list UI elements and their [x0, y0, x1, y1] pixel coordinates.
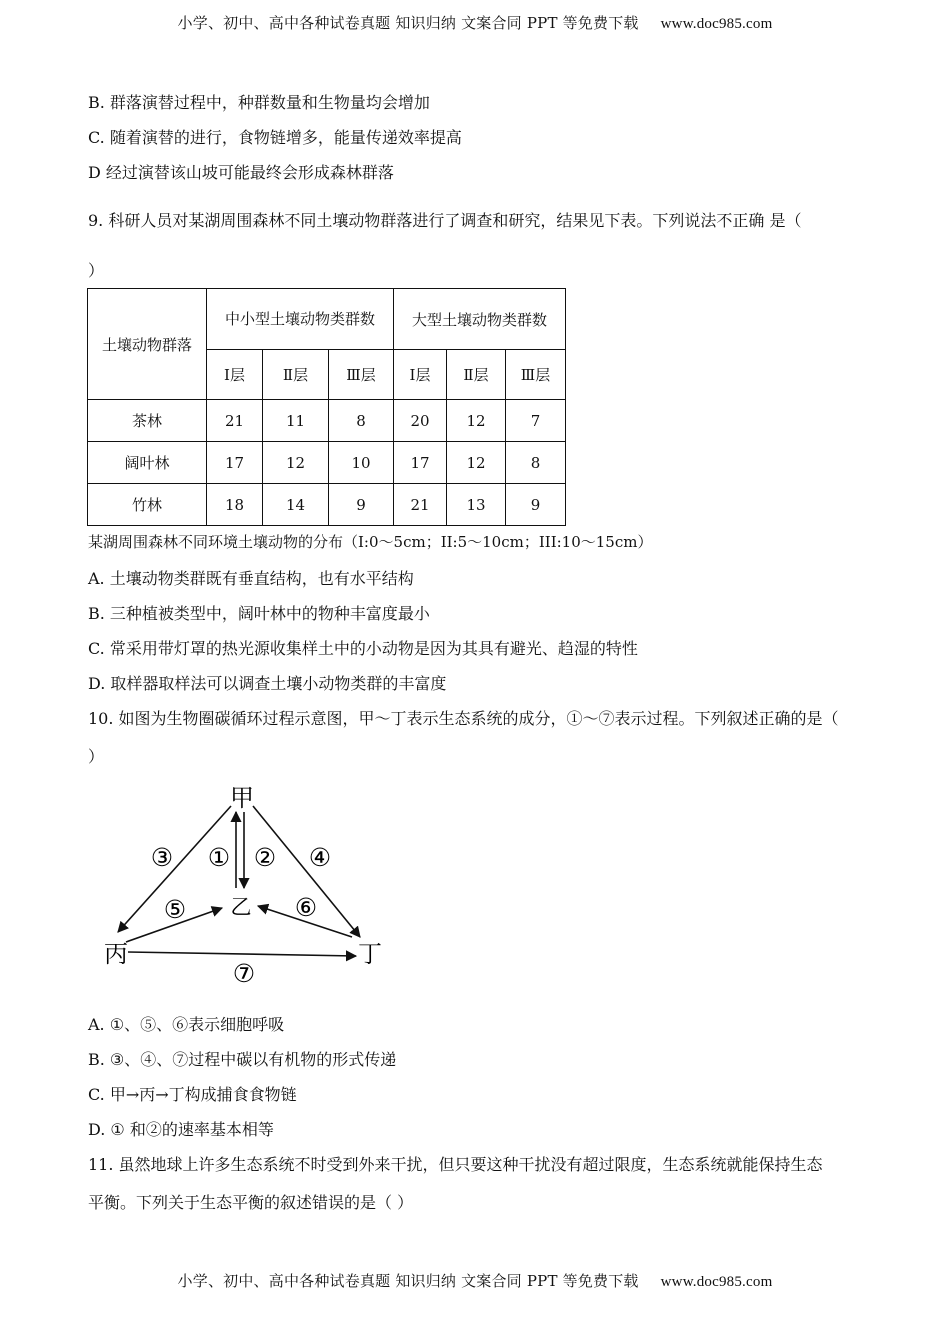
process-7: ⑦: [232, 959, 256, 988]
table-cell: 12: [447, 400, 506, 442]
arrow-bing-to-ding: [128, 952, 356, 956]
table-layer-header: Ⅲ层: [329, 350, 394, 400]
q8-option-c: C. 随着演替的进行，食物链增多，能量传递效率提高: [88, 128, 462, 147]
table-cell: 8: [506, 442, 566, 484]
table-cell: 10: [329, 442, 394, 484]
table-cell: 17: [207, 442, 263, 484]
q10-option-a: A. ①、⑤、⑥表示细胞呼吸: [88, 1015, 285, 1034]
table-row-label: 茶林: [88, 400, 207, 442]
q9-option-a: A. 土壤动物类群既有垂直结构，也有水平结构: [88, 569, 414, 588]
table-group-large: 大型土壤动物类群数: [394, 289, 566, 350]
process-3: ③: [150, 843, 174, 872]
table-corner-header: 土壤动物群落: [88, 289, 207, 400]
table-layer-header: Ⅰ层: [207, 350, 263, 400]
node-yi: 乙: [230, 895, 252, 919]
table-cell: 12: [447, 442, 506, 484]
table-cell: 8: [329, 400, 394, 442]
q11-stem-line1: 11. 虽然地球上许多生态系统不时受到外来干扰，但只要这种干扰没有超过限度，生态系统就能保持生态: [88, 1155, 823, 1174]
table-layer-header: Ⅱ层: [263, 350, 329, 400]
table-cell: 14: [263, 484, 329, 526]
table-cell: 18: [207, 484, 263, 526]
process-5: ⑤: [163, 895, 187, 924]
table-caption: 某湖周围森林不同环境土壤动物的分布（I:0～5cm；II:5～10cm；III:10～15cm）: [88, 533, 653, 551]
q9-stem: 9. 科研人员对某湖周围森林不同土壤动物群落进行了调查和研究，结果见下表。下列说法不正确 是（: [88, 211, 802, 230]
table-cell: 12: [263, 442, 329, 484]
carbon-cycle-diagram: [98, 782, 398, 992]
table-cell: 17: [394, 442, 447, 484]
q10-stem: 10. 如图为生物圈碳循环过程示意图，甲～丁表示生态系统的成分，①～⑦表示过程。下列叙述正确的是（: [88, 709, 839, 728]
table-row: [88, 442, 566, 484]
q10-stem-close: ）: [88, 747, 105, 766]
q10-option-c: C. 甲→丙→丁构成捕食食物链: [88, 1085, 297, 1104]
table-cell: 21: [394, 484, 447, 526]
q9-option-d: D. 取样器取样法可以调查土壤小动物类群的丰富度: [88, 674, 447, 693]
process-2: ②: [253, 843, 277, 872]
table-layer-header: Ⅰ层: [394, 350, 447, 400]
q8-option-b: B. 群落演替过程中，种群数量和生物量均会增加: [88, 93, 430, 112]
table-cell: 20: [394, 400, 447, 442]
node-ding: 丁: [358, 940, 382, 968]
table-cell: 13: [447, 484, 506, 526]
node-jia: 甲: [230, 784, 254, 812]
q9-stem-close: ）: [88, 261, 105, 280]
page-footer: [0, 1270, 950, 1291]
page-header: [0, 12, 950, 33]
header-text: 小学、初中、高中各种试卷真题 知识归纳 文案合同 PPT 等免费下载: [177, 14, 639, 32]
table-row: [88, 484, 566, 526]
q9-data-table: [87, 288, 566, 526]
process-6: ⑥: [294, 893, 318, 922]
table-row-label: 阔叶林: [88, 442, 207, 484]
node-bing: 丙: [104, 940, 128, 968]
process-1: ①: [207, 843, 231, 872]
table-cell: 21: [207, 400, 263, 442]
footer-site-link[interactable]: www.doc985.com: [660, 1274, 773, 1290]
process-4: ④: [308, 843, 332, 872]
q9-option-c: C. 常采用带灯罩的热光源收集样土中的小动物是因为其具有避光、趋湿的特性: [88, 639, 638, 658]
q11-stem-line2: 平衡。下列关于生态平衡的叙述错误的是（ ）: [88, 1193, 414, 1212]
table-row-label: 竹林: [88, 484, 207, 526]
table-row: [88, 400, 566, 442]
header-site-link[interactable]: www.doc985.com: [660, 16, 773, 32]
q10-option-d: D. ① 和②的速率基本相等: [88, 1120, 274, 1139]
table-cell: 9: [329, 484, 394, 526]
q10-option-b: B. ③、④、⑦过程中碳以有机物的形式传递: [88, 1050, 397, 1069]
table-cell: 9: [506, 484, 566, 526]
q9-option-b: B. 三种植被类型中，阔叶林中的物种丰富度最小: [88, 604, 430, 623]
table-layer-header: Ⅲ层: [506, 350, 566, 400]
table-cell: 7: [506, 400, 566, 442]
table-layer-header: Ⅱ层: [447, 350, 506, 400]
table-cell: 11: [263, 400, 329, 442]
table-group-small: 中小型土壤动物类群数: [207, 289, 394, 350]
q8-option-d: D 经过演替该山坡可能最终会形成森林群落: [88, 163, 394, 182]
footer-text: 小学、初中、高中各种试卷真题 知识归纳 文案合同 PPT 等免费下载: [177, 1272, 639, 1290]
